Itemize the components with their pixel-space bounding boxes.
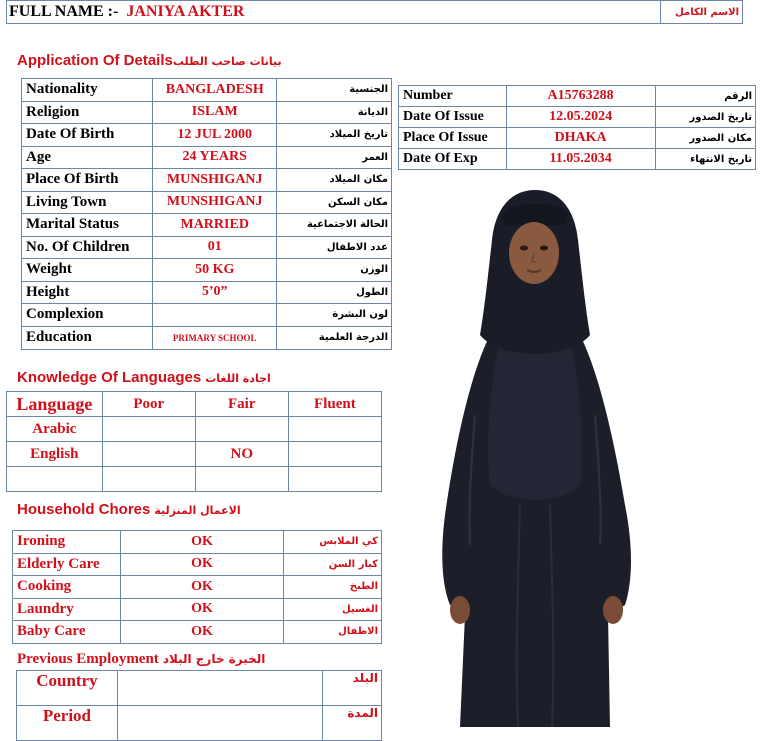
passport-label-arabic: تاريخ الانتهاء (655, 149, 755, 170)
passport-row (399, 86, 756, 107)
person-photo (430, 185, 640, 727)
detail-label: Nationality (22, 79, 153, 102)
passport-label: Date Of Exp (399, 149, 507, 170)
chore-label: Cooking (13, 576, 121, 599)
employment-table (16, 670, 382, 741)
detail-label-arabic: مكان السكن (277, 191, 392, 214)
languages-header-cell: Poor (102, 392, 195, 417)
chore-label-arabic: الاطفال (284, 621, 382, 644)
detail-label: Religion (22, 101, 153, 124)
detail-label: Age (22, 146, 153, 169)
passport-value: DHAKA (506, 128, 655, 149)
application-details-table (21, 78, 392, 350)
detail-value: 50 KG (153, 259, 277, 282)
employment-label: Period (17, 706, 118, 741)
languages-title-arabic: اجادة اللغات (205, 372, 271, 385)
household-row (13, 553, 382, 576)
chore-label-arabic: الغسيل (284, 598, 382, 621)
employment-title-arabic: الخبرة خارج البلاد (162, 652, 266, 666)
languages-header-cell: Language (7, 392, 103, 417)
employment-label: Country (17, 671, 118, 706)
employment-value (117, 671, 322, 706)
application-details-title-wrap (17, 52, 282, 70)
full-name-table (6, 0, 743, 24)
detail-value: PRIMARY SCHOOL (153, 326, 277, 349)
detail-value: ISLAM (153, 101, 277, 124)
passport-row (399, 149, 756, 170)
detail-value: 24 YEARS (153, 146, 277, 169)
application-details-title-arabic: بيانات صاحب الطلب (172, 55, 282, 68)
household-row (13, 576, 382, 599)
application-details-row (22, 191, 392, 214)
detail-value: BANGLADESH (153, 79, 277, 102)
languages-cell-fair: NO (195, 442, 288, 467)
chore-label: Elderly Care (13, 553, 121, 576)
detail-label-arabic: الديانة (277, 101, 392, 124)
detail-label-arabic: الدرجة العلمية (277, 326, 392, 349)
languages-cell-fluent (288, 442, 381, 467)
passport-label: Date Of Issue (399, 107, 507, 128)
household-row (13, 531, 382, 554)
passport-value: 11.05.2034 (506, 149, 655, 170)
passport-label-arabic: الرقم (655, 86, 755, 107)
household-title-arabic: الاعمال المنزلية (154, 504, 241, 517)
household-table (12, 530, 382, 644)
detail-value: 5’0” (153, 281, 277, 304)
languages-table (6, 391, 382, 492)
passport-row (399, 107, 756, 128)
passport-value: A15763288 (506, 86, 655, 107)
detail-label: Living Town (22, 191, 153, 214)
household-title: Household Chores (17, 501, 151, 518)
household-row (13, 621, 382, 644)
detail-value: 12 JUL 2000 (153, 124, 277, 147)
languages-title: Knowledge Of Languages (17, 369, 202, 386)
languages-row (7, 417, 382, 442)
employment-label-arabic: البلد (323, 671, 382, 706)
languages-cell-poor (102, 417, 195, 442)
languages-header-row (7, 392, 382, 417)
chore-label: Ironing (13, 531, 121, 554)
application-details-row (22, 304, 392, 327)
languages-title-wrap (17, 369, 271, 387)
languages-cell-fluent (288, 467, 381, 492)
application-details-row (22, 259, 392, 282)
passport-label-arabic: تاريخ الصدور (655, 107, 755, 128)
chore-label: Laundry (13, 598, 121, 621)
languages-cell-language (7, 467, 103, 492)
passport-label: Place Of Issue (399, 128, 507, 149)
languages-cell-fair (195, 467, 288, 492)
languages-cell-poor (102, 442, 195, 467)
application-details-row (22, 124, 392, 147)
detail-label-arabic: مكان الميلاد (277, 169, 392, 192)
detail-label: Complexion (22, 304, 153, 327)
detail-value: MARRIED (153, 214, 277, 237)
languages-cell-fluent (288, 417, 381, 442)
detail-label: No. Of Children (22, 236, 153, 259)
chore-label: Baby Care (13, 621, 121, 644)
abaya-body (442, 335, 631, 727)
full-name-cell (7, 1, 661, 24)
detail-label: Height (22, 281, 153, 304)
detail-label: Education (22, 326, 153, 349)
full-name-label: FULL NAME :- (9, 3, 119, 20)
languages-row (7, 467, 382, 492)
detail-label-arabic: تاريخ الميلاد (277, 124, 392, 147)
chore-value: OK (121, 553, 284, 576)
application-details-row (22, 214, 392, 237)
employment-title: Previous Employment (17, 651, 159, 667)
employment-label-arabic: المدة (323, 706, 382, 741)
employment-row (17, 706, 382, 741)
passport-label: Number (399, 86, 507, 107)
languages-cell-language: Arabic (7, 417, 103, 442)
chore-label-arabic: كي الملابس (284, 531, 382, 554)
face (509, 222, 559, 284)
detail-label: Marital Status (22, 214, 153, 237)
detail-value: 01 (153, 236, 277, 259)
household-title-wrap (17, 501, 241, 519)
application-details-row (22, 146, 392, 169)
application-details-row (22, 79, 392, 102)
passport-label-arabic: مكان الصدور (655, 128, 755, 149)
application-details-row (22, 101, 392, 124)
chore-label-arabic: كبار السن (284, 553, 382, 576)
languages-row (7, 442, 382, 467)
passport-value: 12.05.2024 (506, 107, 655, 128)
languages-cell-fair (195, 417, 288, 442)
detail-label-arabic: الجنسية (277, 79, 392, 102)
languages-header-cell: Fair (195, 392, 288, 417)
detail-label-arabic: لون البشرة (277, 304, 392, 327)
detail-label: Place Of Birth (22, 169, 153, 192)
chore-label-arabic: الطبخ (284, 576, 382, 599)
employment-row (17, 671, 382, 706)
detail-label-arabic: عدد الاطفال (277, 236, 392, 259)
employment-title-wrap (17, 650, 265, 668)
languages-header-cell: Fluent (288, 392, 381, 417)
detail-label: Date Of Birth (22, 124, 153, 147)
detail-label-arabic: الطول (277, 281, 392, 304)
detail-label-arabic: الوزن (277, 259, 392, 282)
full-name-value: JANIYA AKTER (126, 3, 245, 20)
application-details-title: Application Of Details (17, 52, 173, 69)
detail-value: MUNSHIGANJ (153, 169, 277, 192)
chore-value: OK (121, 531, 284, 554)
passport-row (399, 128, 756, 149)
detail-label-arabic: العمر (277, 146, 392, 169)
application-details-row (22, 281, 392, 304)
chore-value: OK (121, 576, 284, 599)
languages-cell-language: English (7, 442, 103, 467)
chore-value: OK (121, 598, 284, 621)
passport-table (398, 85, 756, 170)
detail-label-arabic: الحالة الاجتماعية (277, 214, 392, 237)
application-details-row (22, 326, 392, 349)
detail-label: Weight (22, 259, 153, 282)
detail-value (153, 304, 277, 327)
languages-cell-poor (102, 467, 195, 492)
detail-value: MUNSHIGANJ (153, 191, 277, 214)
application-details-row (22, 236, 392, 259)
household-row (13, 598, 382, 621)
employment-value (117, 706, 322, 741)
full-name-arabic: الاسم الكامل (661, 1, 743, 24)
application-details-row (22, 169, 392, 192)
chore-value: OK (121, 621, 284, 644)
